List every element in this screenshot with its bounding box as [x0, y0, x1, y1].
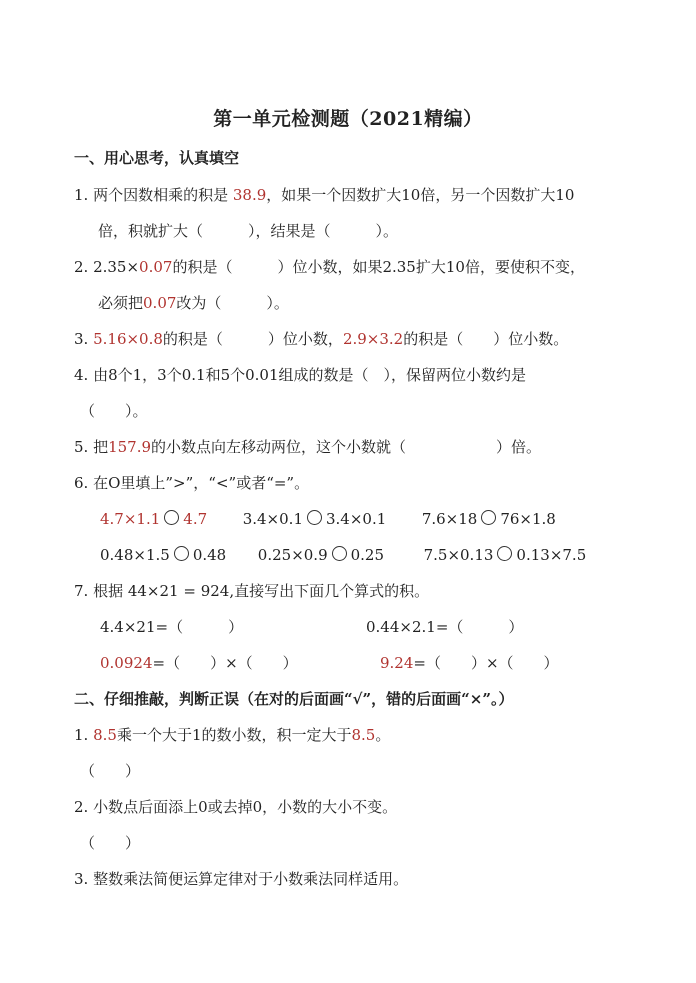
judge-1-value-b: 8.5	[351, 726, 376, 744]
compare-4-left: 0.48×1.5	[100, 546, 170, 564]
compare-3-right: 76×1.8	[500, 510, 556, 528]
judge-1-value-a: 8.5	[93, 726, 117, 744]
compare-circle-blank[interactable]	[481, 510, 496, 525]
compare-row-1	[100, 509, 556, 529]
compare-1-right: 4.7	[183, 510, 208, 528]
judge-1	[74, 725, 390, 745]
compare-6-left: 7.5×0.13	[423, 546, 494, 564]
compare-6-right: 0.13×7.5	[516, 546, 587, 564]
judge-2: 2. 小数点后面添上0或去掉0，小数的大小不变。	[74, 798, 398, 816]
q2-text-d: 改为（ ）。	[176, 294, 289, 312]
section-heading-fill-in: 一、用心思考，认真填空	[74, 149, 240, 167]
section-heading-judge: 二、仔细推敲，判断正误（在对的后面画“√”，错的后面画“×”。）	[74, 690, 514, 708]
question-6: 6. 在O里填上”>”，“<”或者“=”。	[74, 474, 310, 492]
q3-num: 3.	[74, 330, 94, 348]
q2-value-2: 0.07	[143, 294, 177, 312]
judge-1-answer-blank[interactable]: （ ）	[80, 762, 141, 780]
compare-5-right: 0.25	[350, 546, 385, 564]
compare-circle-blank[interactable]	[497, 546, 512, 561]
compare-circle-blank[interactable]	[332, 546, 347, 561]
question-4-line-2: （ ）。	[80, 402, 148, 420]
q7-c-blanks: =（ ）×（ ）	[152, 654, 298, 672]
compare-1-left: 4.7×1.1	[100, 510, 161, 528]
compare-circle-blank[interactable]	[174, 546, 189, 561]
question-1-line-1	[74, 185, 574, 205]
q1-text-a: 1. 两个因数相乘的积是	[74, 186, 233, 204]
q5-value: 157.9	[108, 438, 152, 456]
q3-expr-2: 2.9×3.2	[342, 330, 404, 348]
question-2-line-1	[74, 257, 585, 277]
compare-2-right: 3.4×0.1	[325, 510, 387, 528]
q3-text-b: 的积是（ ）位小数。	[403, 330, 569, 348]
q7-item-b: 0.44×2.1=（ ）	[366, 618, 524, 636]
q7-c-value: 0.0924	[100, 654, 153, 672]
compare-circle-blank[interactable]	[164, 510, 179, 525]
judge-1-text: 乘一个大于1的数小数，积一定大于	[116, 726, 352, 744]
compare-5-left: 0.25×0.9	[257, 546, 328, 564]
q7-item-d	[380, 653, 559, 673]
q5-text-a: 5. 把	[74, 438, 109, 456]
compare-3-left: 7.6×18	[421, 510, 478, 528]
question-3	[74, 329, 568, 349]
compare-2-left: 3.4×0.1	[242, 510, 303, 528]
question-2-line-2	[98, 293, 289, 313]
q1-value: 38.9	[232, 186, 267, 204]
q7-d-value: 9.24	[380, 654, 414, 672]
judge-2-answer-blank[interactable]: （ ）	[80, 834, 141, 852]
question-4-line-1: 4. 由8个1，3个0.1和5个0.01组成的数是（ ），保留两位小数约是	[74, 366, 527, 384]
q1-text-b: ，如果一个因数扩大10倍，另一个因数扩大10	[266, 186, 575, 204]
q7-item-c	[100, 653, 298, 673]
q7-d-blanks: =（ ）×（ ）	[413, 654, 559, 672]
compare-4-right: 0.48	[192, 546, 227, 564]
q2-value: 0.07	[139, 258, 173, 276]
q2-text-a: 2. 2.35×	[74, 258, 140, 276]
question-1-line-2: 倍，积就扩大（ ），结果是（ ）。	[98, 222, 399, 240]
q7-item-a: 4.4×21=（ ）	[100, 618, 244, 636]
q3-text-a: 的积是（ ）位小数，	[162, 330, 343, 348]
judge-1-num: 1.	[74, 726, 94, 744]
q3-expr-1: 5.16×0.8	[93, 330, 163, 348]
q5-text-b: 的小数点向左移动两位，这个小数就（ ）倍。	[151, 438, 542, 456]
page-title: 第一单元检测题（2021精编）	[213, 108, 483, 130]
q2-text-c: 必须把	[98, 294, 144, 312]
compare-row-2	[100, 545, 586, 565]
question-5	[74, 437, 541, 457]
judge-3: 3. 整数乘法简便运算定律对于小数乘法同样适用。	[74, 870, 409, 888]
judge-1-end: 。	[375, 726, 391, 744]
question-7: 7. 根据 44×21 = 924,直接写出下面几个算式的积。	[74, 582, 430, 600]
q2-text-b: 的积是（ ）位小数，如果2.35扩大10倍，要使积不变，	[172, 258, 585, 276]
compare-circle-blank[interactable]	[307, 510, 322, 525]
